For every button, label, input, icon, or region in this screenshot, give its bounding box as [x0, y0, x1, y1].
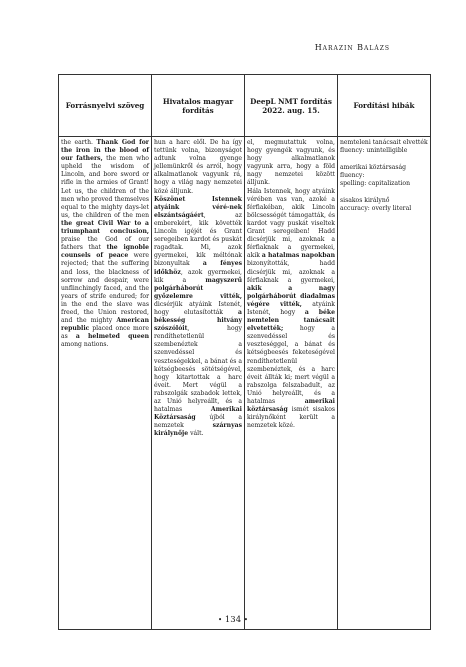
table-row — [59, 137, 431, 630]
header-official: Hivatalos magyar fordítás — [152, 75, 245, 137]
deepl-translation-cell: el, megmutattuk volna, hogy gyengék vagyunk, és hogy alkalmatlanok vagyunk arra, hogy a föld nagy nemzetei között álljunk. Hála Istennek, hogy atyáink vérében vas van, azoké a férfiakéban, akik Lincoln bölcsességét támogatták, és kardot vagy puskát viseltek Grant seregeiben! Hadd dicsérjük mi, azoknak a férfiaknak a gyermekei, akik a hatalmas napokban bizonyították, hadd dicsérjük mi, azoknak a férfiaknak a gyermekei, akik a nagy polgárháborút diadalmas végére vitték, atyáink Istenét, hogy a béke nemtelen tanácsait elvetették; hogy a szenvedéssel és veszteséggel, a bánat és kétségbeesés feketeségével rendíthetetlenül szembenéztek, és a harc éveit állták ki; mert végül a rabszolga felszabadult, az Unió helyreállt, és a hatalmas amerikai köztársaság ismét sisakos királynőként került a nemzetek közé. — [245, 137, 338, 630]
translation-table — [58, 74, 431, 630]
error-item: sisakos királynő — [340, 196, 390, 204]
running-head: Harazin Balázs — [314, 43, 390, 52]
table-header-row — [59, 75, 431, 137]
bullet-icon: • — [218, 616, 223, 624]
translation-errors-cell — [338, 137, 431, 630]
error-item: amerikai köztársaság — [340, 163, 407, 171]
bullet-icon: • — [243, 616, 248, 624]
page-number: • 134 • — [218, 615, 248, 625]
error-item: nemteleni tanácsait elvették — [340, 139, 428, 146]
error-item: accuracy: overly literal — [340, 204, 412, 212]
header-deepl: DeepL NMT fordítás 2022. aug. 15. — [245, 75, 338, 137]
error-item: fluency: — [340, 171, 365, 179]
header-errors: Fordítási hibák — [338, 75, 431, 137]
error-item: fluency: unintelligible — [340, 147, 408, 155]
header-source: Forrásnyelvi szöveg — [59, 75, 152, 137]
official-translation-cell: hun a harc elől. De ha így tettünk volna, bizonyságot adtunk volna gyenge jellemünkről és arról, hogy alkalmatlanok vagyunk rá, hogy a világ nagy nemzetei közé álljunk. Köszönet Istennek atyáink véré-nek elszántságáért, az emberekért, kik követték Lincoln igéjét és Grant seregeiben kardot és puskát ragadtak. Mi, azok gyermekei, kik méltónak bizonyultak a fényes időkhöz, azok gyermekei, kik a magyszerű polgárháborút győzelemre vitték, dicsérjük atyáink Istenét, hogy elutasították a békesség hitvány szószólóit, hogy rendíthetetlenül szembenéztek a szenvedéssel és veszteségekkel, a bánat és a kétségbeesés sötétségével, hogy kitartottak a harc éveit. Mert végül a rabszolgák szabadok lettek, az Unió helyreállt, és a hatalmas Amerikai Köztársaság újból a nemzetek szárnyas királynője vált. — [152, 137, 245, 630]
error-item: spelling: capitalization — [340, 179, 411, 187]
source-text-cell: the earth. Thank God for the iron in the blood of our fathers, the men who upheld the wisdom of Lincoln, and bore sword or rifle in the armies of Grant! Let us, the children of the men who proved themselves equal to the mighty days-let us, the children of the men the great Civil War to a triumphant conclusion, praise the God of our fathers that the ignoble counsels of peace were rejected; that the suffering and loss, the blackness of sorrow and despair, were unflinchingly faced, and the years of strife endured; for in the end the slave was freed, the Union restored, and the mighty American republic placed once more as a helmeted queen among nations. — [59, 137, 152, 630]
